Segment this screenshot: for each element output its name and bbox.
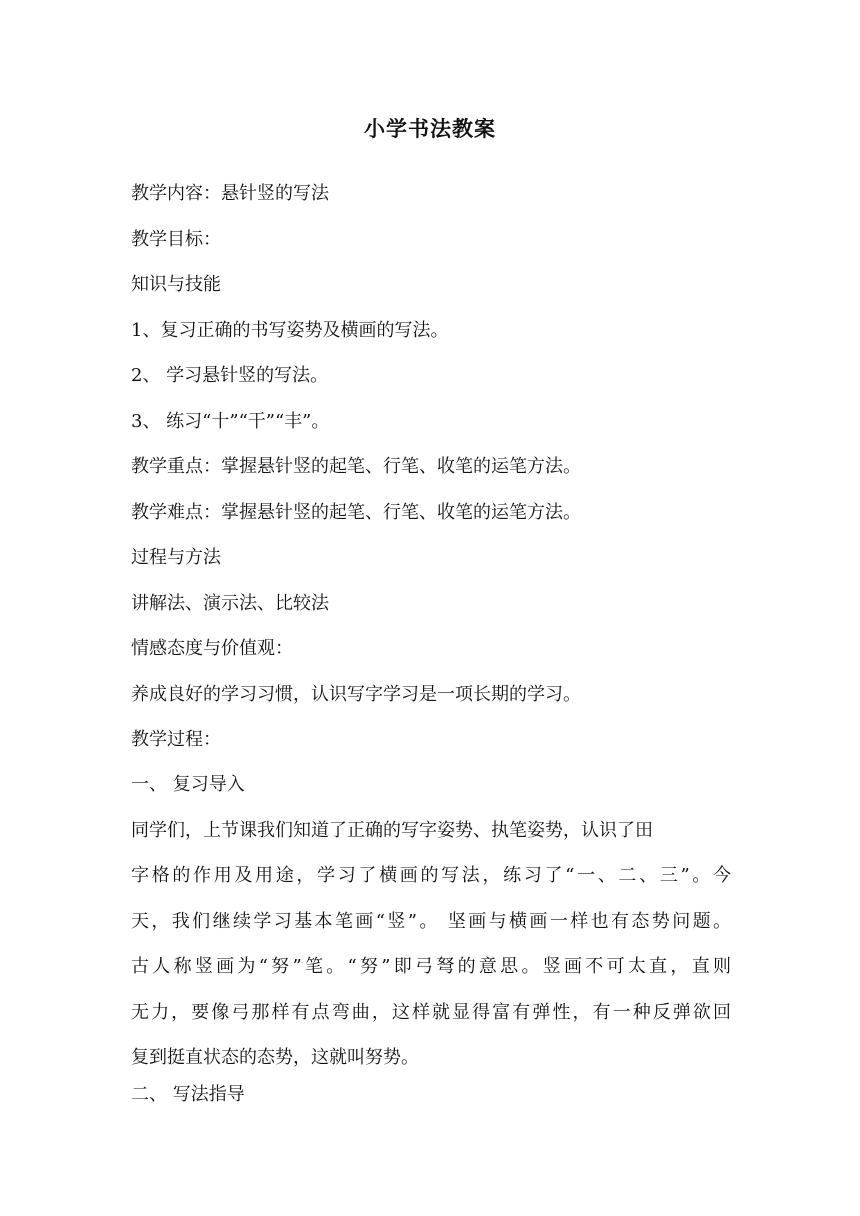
section-writing-guide-heading: 二、 写法指导: [131, 1084, 245, 1105]
paragraph-line: 复到挺直状态的态势，这就叫努势。: [131, 1047, 419, 1068]
paragraph-line: 同学们，上节课我们知道了正确的写字姿势、执笔姿势，认识了田: [131, 820, 653, 841]
page-title: 小学书法教案: [364, 117, 496, 141]
goal-item-2: 2、 学习悬针竖的写法。: [131, 365, 329, 386]
teaching-goals-label: 教学目标：: [131, 229, 221, 250]
goal-item-3: 3、 练习“十”“干”“丰”。: [131, 411, 330, 432]
attitude-values-heading: 情感态度与价值观：: [131, 638, 293, 659]
key-point-line: 教学重点：掌握悬针竖的起笔、行笔、收笔的运笔方法。: [131, 456, 581, 477]
teaching-content-line: 教学内容：悬针竖的写法: [131, 183, 329, 204]
difficulty-line: 教学难点：掌握悬针竖的起笔、行笔、收笔的运笔方法。: [131, 502, 581, 523]
teaching-process-label: 教学过程：: [131, 729, 221, 750]
paragraph-line: 天，我们继续学习基本笔画“竖”。 坚画与横画一样也有态势问题。: [131, 911, 731, 932]
goal-item-1: 1、复习正确的书写姿势及横画的写法。: [131, 320, 449, 341]
methods-line: 讲解法、演示法、比较法: [131, 593, 329, 614]
attitude-values-line: 养成良好的学习习惯，认识写字学习是一项长期的学习。: [131, 684, 581, 705]
process-method-heading: 过程与方法: [131, 547, 221, 568]
section-review-heading: 一、 复习导入: [131, 774, 245, 795]
knowledge-skills-heading: 知识与技能: [131, 274, 221, 295]
paragraph-line: 字格的作用及用途，学习了横画的写法，练习了“一、二、三”。今: [131, 865, 731, 886]
paragraph-line: 无力，要像弓那样有点弯曲，这样就显得富有弹性，有一种反弹欲回: [131, 1002, 731, 1023]
paragraph-line: 古人称竖画为“努”笔。“努”即弓弩的意思。竖画不可太直，直则: [131, 956, 731, 977]
